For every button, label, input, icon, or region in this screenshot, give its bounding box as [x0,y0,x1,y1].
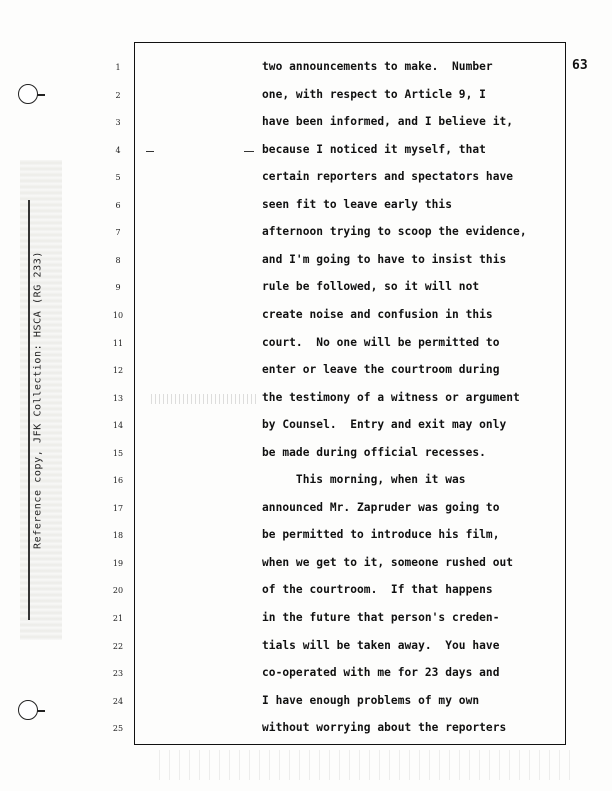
line-number: 12 [112,366,124,376]
line-number: 6 [115,200,121,210]
line-number: 10 [112,310,124,320]
transcript-line: This morning, when it was [262,473,466,487]
transcript-line: certain reporters and spectators have [262,170,514,184]
line-number: 2 [115,90,121,100]
line-number: 17 [112,503,124,513]
binder-hole-top [18,84,38,104]
line-number: 4 [115,145,121,155]
line-number: 15 [112,448,124,458]
transcript-line: because I noticed it myself, that [262,142,486,156]
archive-stamp [16,160,62,640]
binder-hole-bottom [18,700,38,720]
scan-noise-bottom [150,750,570,780]
transcript-line: I have enough problems of my own [262,693,480,707]
line-number: 1 [115,63,121,72]
binder-hole-bottom-mark [37,710,45,712]
line-number: 23 [112,669,124,679]
line-number: 19 [112,558,124,568]
transcript-line: of the courtroom. If that happens [262,583,493,597]
page-number: 63 [572,58,588,73]
transcript-line: announced Mr. Zapruder was going to [262,500,500,514]
archive-stamp-text: Reference copy, JFK Collection: HSCA (RG 233) [32,251,44,549]
line-number: 21 [112,614,124,623]
line-number: 7 [115,228,121,238]
transcript-line: afternoon trying to scoop the evidence, [262,225,527,239]
line-number: 14 [112,421,124,431]
line-number: 22 [112,641,124,651]
transcript-line: seen fit to leave early this [262,197,452,211]
line-number: 5 [115,173,121,183]
transcript-line: enter or leave the courtroom during [262,363,500,377]
transcript-line: in the future that person's creden- [262,611,500,624]
line-number: 3 [115,118,121,128]
line-number: 9 [115,283,121,293]
transcript-line: one, with respect to Article 9, I [262,87,486,101]
line-number: 18 [112,531,124,541]
binder-hole-top-mark [37,94,45,96]
archive-stamp-rule [28,200,30,620]
line-number: 20 [112,586,124,596]
line-number: 24 [112,696,124,706]
transcript-line: court. No one will be permitted to [262,335,500,349]
line-number: 25 [112,724,124,734]
transcript-line: co-operated with me for 23 days and [262,666,500,680]
transcript-line: two announcements to make. Number [262,60,493,73]
transcript-line: and I'm going to have to insist this [262,252,507,266]
transcript-line: without worrying about the reporters [262,721,507,735]
line-number: 16 [112,476,124,486]
transcript-line: rule be followed, so it will not [262,280,480,294]
transcript-line: create noise and confusion in this [262,307,493,321]
transcript-line: the testimony of a witness or argument [262,390,520,404]
line-number: 13 [112,393,124,403]
transcript-line: be made during official recesses. [262,445,486,459]
transcript-line: tials will be taken away. You have [262,638,500,652]
transcript-line: be permitted to introduce his film, [262,528,500,542]
line-number: 11 [112,338,124,348]
transcript-line: when we get to it, someone rushed out [262,555,514,569]
transcript-line: have been informed, and I believe it, [262,115,514,129]
transcript-line: by Counsel. Entry and exit may only [262,418,507,432]
line-number: 8 [115,255,121,265]
